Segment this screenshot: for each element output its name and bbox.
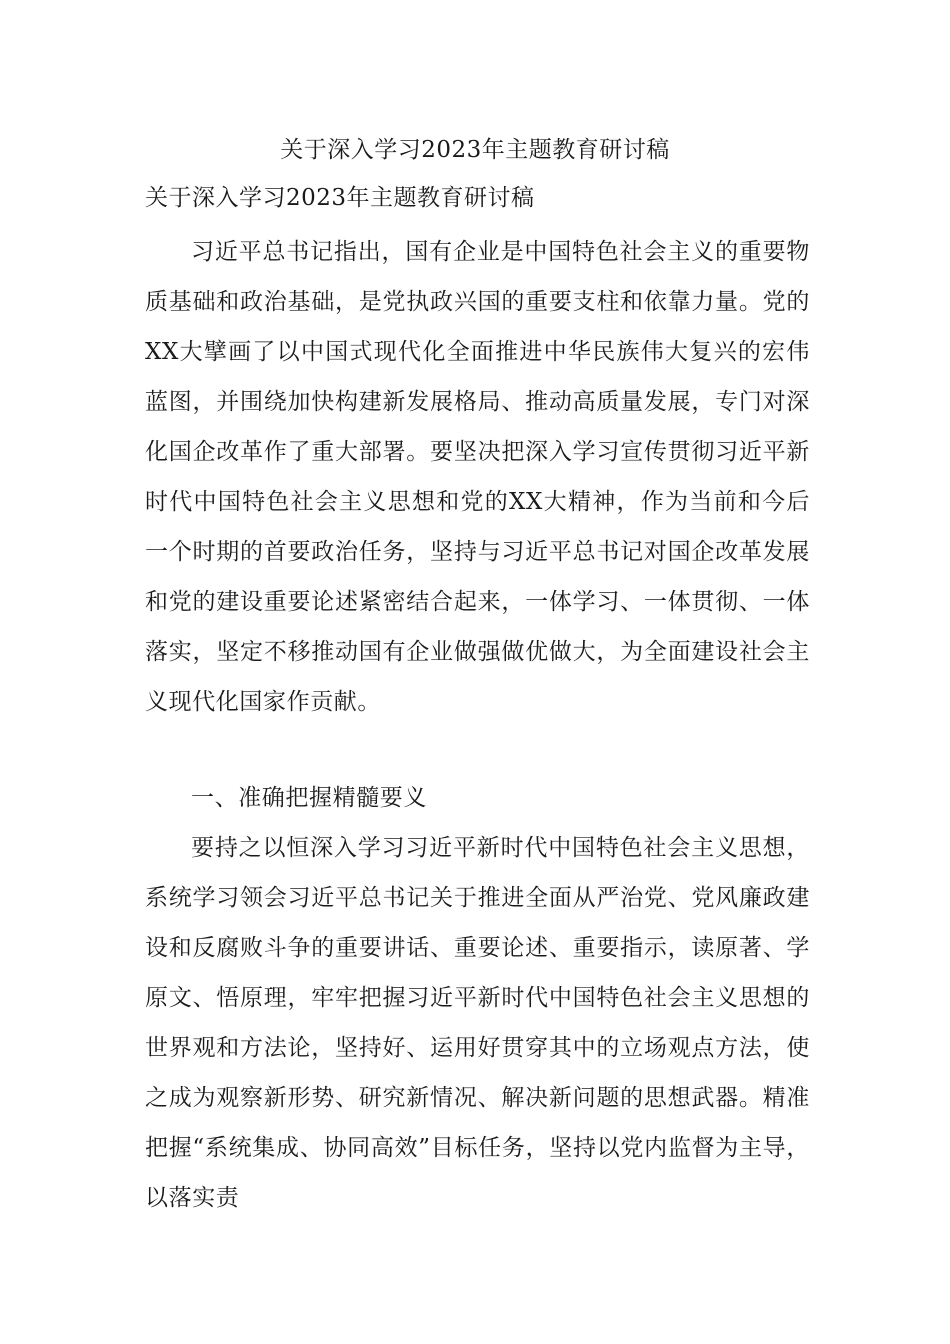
document-title: 关于深入学习2023年主题教育研讨稿 [280,137,670,163]
document-subtitle: 关于深入学习2023年主题教育研讨稿 [145,185,535,211]
section-heading-1: 一、准确把握精髓要义 [191,785,427,811]
body-paragraph-2: 要持之以恒深入学习习近平新时代中国特色社会主义思想，系统学习领会习近平总书记关于推进全面从严治党、党风廉政建设和反腐败斗争的重要讲话、重要论述、重要指示，读原著、学原文、悟原理，牢牢把握习近平新时代中国特色社会主义思想的世界观和方法论，坚持好、运用好贯穿其中的立场观点方法，使之成为观察新形势、研究新情况、解决新问题的思想武器。精准把握“系统集成、协同高效”目标任务，坚持以党内监督为主导，以落实责 [145,835,810,1211]
body-paragraph-1: 习近平总书记指出，国有企业是中国特色社会主义的重要物质基础和政治基础，是党执政兴国的重要支柱和依靠力量。党的XX大擘画了以中国式现代化全面推进中华民族伟大复兴的宏伟蓝图，并围绕加快构建新发展格局、推动高质量发展，专门对深化国企改革作了重大部署。要坚决把深入学习宣传贯彻习近平新时代中国特色社会主义思想和党的XX大精神，作为当前和今后一个时期的首要政治任务，坚持与习近平总书记对国企改革发展和党的建设重要论述紧密结合起来，一体学习、一体贯彻、一体落实，坚定不移推动国有企业做强做优做大，为全面建设社会主义现代化国家作贡献。 [145,239,810,715]
